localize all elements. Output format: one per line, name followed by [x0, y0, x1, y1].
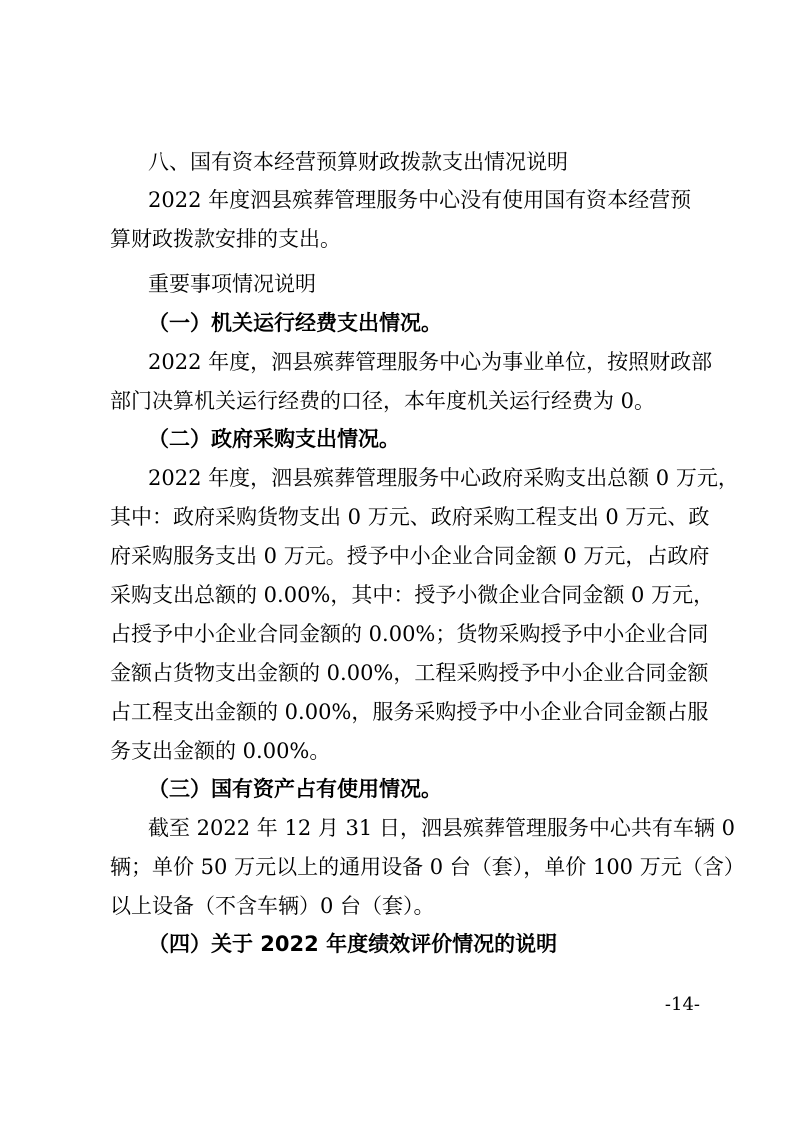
section-8-text-line: 算财政拨款安排的支出。	[110, 227, 341, 251]
section-8-text-line: 2022 年度泗县殡葬管理服务中心没有使用国有资本经营预	[148, 188, 692, 212]
sub-2-heading: （二）政府采购支出情况。	[148, 427, 400, 451]
sub-2-text-line: 占工程支出金额的 0.00%，服务采购授予中小企业合同金额占服	[110, 700, 709, 724]
sub-4-heading: （四）关于 2022 年度绩效评价情况的说明	[148, 932, 558, 956]
sub-3-text-line: 以上设备（不含车辆）0 台（套）。	[110, 894, 435, 918]
sub-1-text-line: 部门决算机关运行经费的口径，本年度机关运行经费为 0。	[110, 389, 656, 413]
sub-2-text-line: 府采购服务支出 0 万元。授予中小企业合同金额 0 万元，占政府	[110, 544, 710, 568]
sub-2-text-line: 其中：政府采购货物支出 0 万元、政府采购工程支出 0 万元、政	[110, 505, 710, 529]
sub-1-heading: （一）机关运行经费支出情况。	[148, 311, 442, 335]
sub-3-text-line: 截至 2022 年 12 月 31 日，泗县殡葬管理服务中心共有车辆 0	[148, 816, 735, 840]
sub-2-text-line: 采购支出总额的 0.00%，其中：授予小微企业合同金额 0 万元，	[110, 583, 715, 607]
sub-3-text-line: 辆；单价 50 万元以上的通用设备 0 台（套），单价 100 万元（含）	[110, 855, 745, 879]
important-matters-heading: 重要事项情况说明	[148, 272, 316, 296]
sub-2-text-line: 金额占货物支出金额的 0.00%，工程采购授予中小企业合同金额	[110, 661, 709, 685]
sub-2-text-line: 占授予中小企业合同金额的 0.00%；货物采购授予中小企业合同	[110, 622, 709, 646]
sub-3-heading: （三）国有资产占有使用情况。	[148, 777, 442, 801]
sub-1-text-line: 2022 年度，泗县殡葬管理服务中心为事业单位，按照财政部	[148, 350, 713, 374]
sub-2-text-line: 2022 年度，泗县殡葬管理服务中心政府采购支出总额 0 万元，	[148, 466, 739, 490]
sub-2-text-line: 务支出金额的 0.00%。	[110, 739, 331, 763]
section-8-heading: 八、国有资本经营预算财政拨款支出情况说明	[148, 150, 568, 174]
page-number: -14-	[664, 994, 700, 1015]
